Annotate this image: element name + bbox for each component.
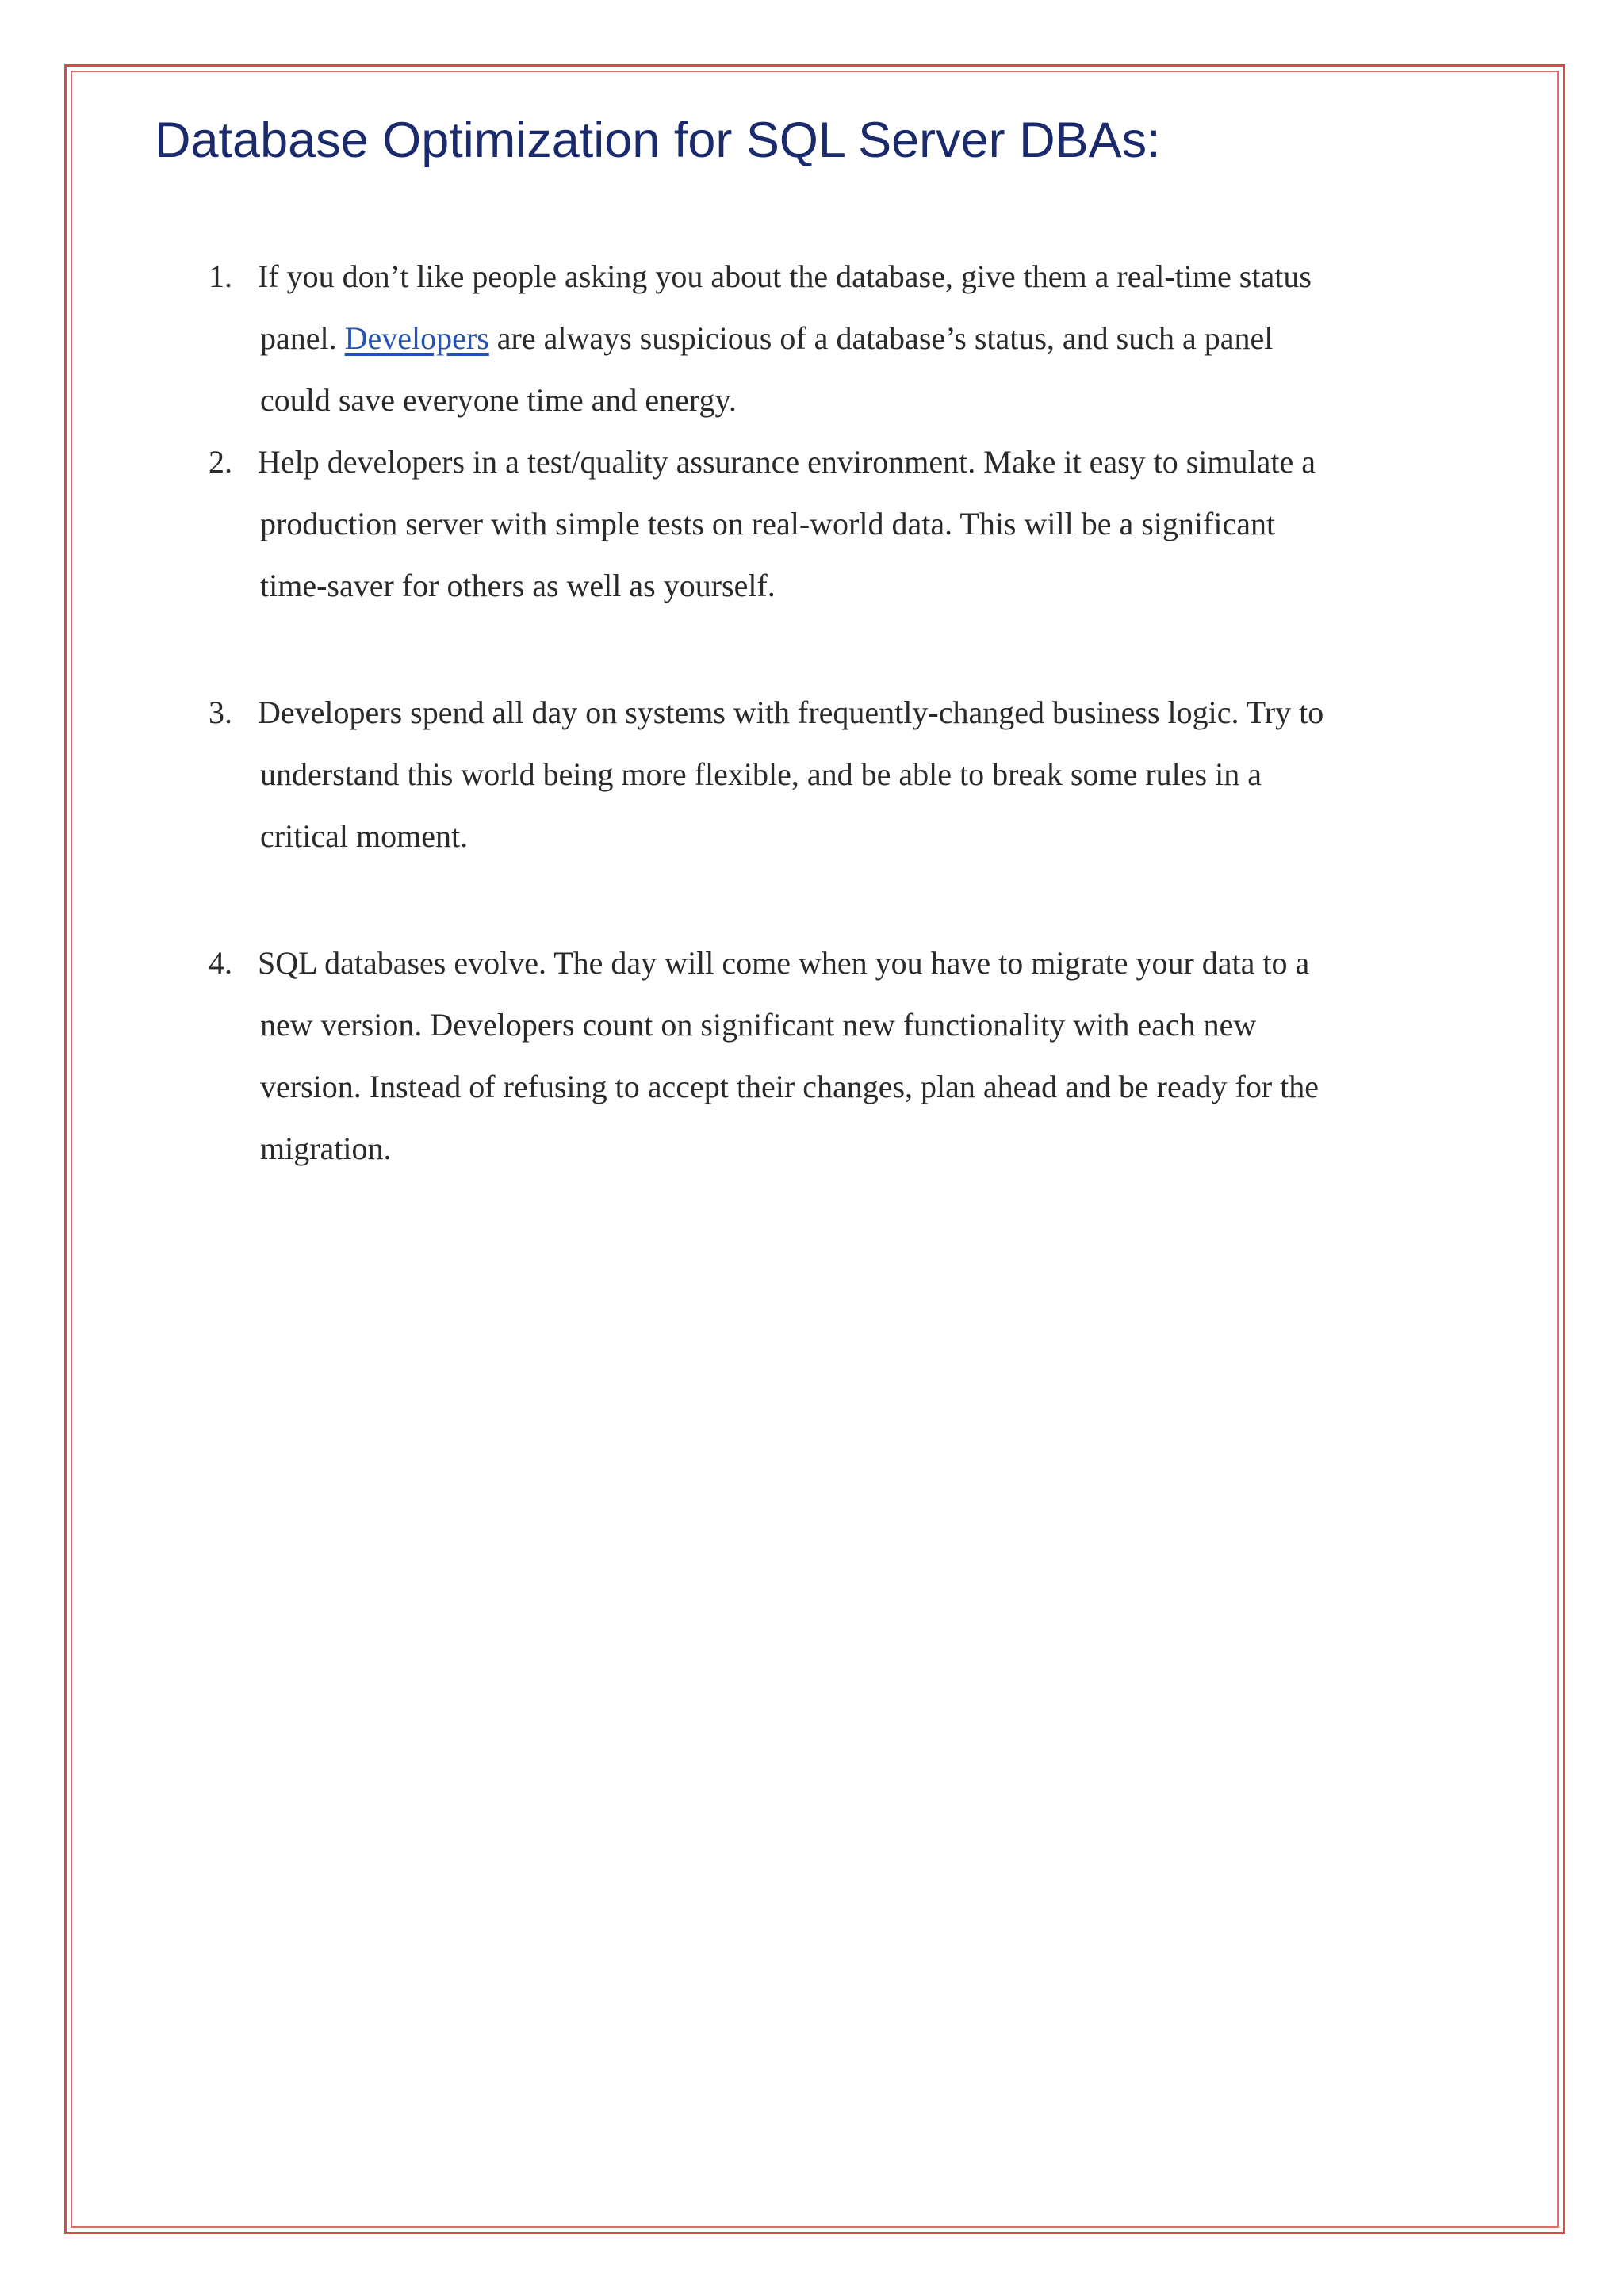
list-item-line: could save everyone time and energy. bbox=[260, 382, 737, 418]
list-item-line bbox=[258, 308, 1495, 369]
list-item bbox=[209, 431, 1495, 617]
list-item-line: new version. Developers count on significant new functionality with each new bbox=[260, 1007, 1257, 1043]
list-item-line: SQL databases evolve. The day will come when you have to migrate your data to a bbox=[258, 945, 1310, 981]
list-item-line-prefix: panel. bbox=[260, 320, 337, 356]
list-item-line: critical moment. bbox=[260, 818, 469, 854]
list-item-number: 2. bbox=[209, 444, 232, 480]
list-item-line: understand this world being more flexible, and be able to break some rules in a bbox=[260, 756, 1262, 792]
list-item-number: 3. bbox=[209, 695, 232, 730]
list-item-line: production server with simple tests on real-world data. This will be a significant bbox=[260, 506, 1276, 541]
list-item-line: If you don’t like people asking you about the database, give them a real-time status bbox=[258, 258, 1312, 294]
list-item-number: 1. bbox=[209, 258, 232, 294]
list-item-line: Developers spend all day on systems with frequently-changed business logic. Try to bbox=[258, 695, 1324, 730]
list-item-line-suffix: are always suspicious of a database’s status, and such a panel bbox=[496, 320, 1274, 356]
list-item bbox=[209, 682, 1495, 867]
developers-link[interactable]: Developers bbox=[344, 320, 489, 356]
list-item-line: time-saver for others as well as yourself. bbox=[260, 568, 776, 603]
list-item-line: version. Instead of refusing to accept their changes, plan ahead and be ready for the bbox=[260, 1069, 1319, 1104]
list-item bbox=[209, 932, 1495, 1180]
list-item bbox=[209, 246, 1495, 431]
list-item-line: migration. bbox=[260, 1131, 392, 1166]
list-item-number: 4. bbox=[209, 945, 232, 981]
page-title: Database Optimization for SQL Server DBAs: bbox=[155, 113, 1161, 168]
list-item-line: Help developers in a test/quality assurance environment. Make it easy to simulate a bbox=[258, 444, 1316, 480]
